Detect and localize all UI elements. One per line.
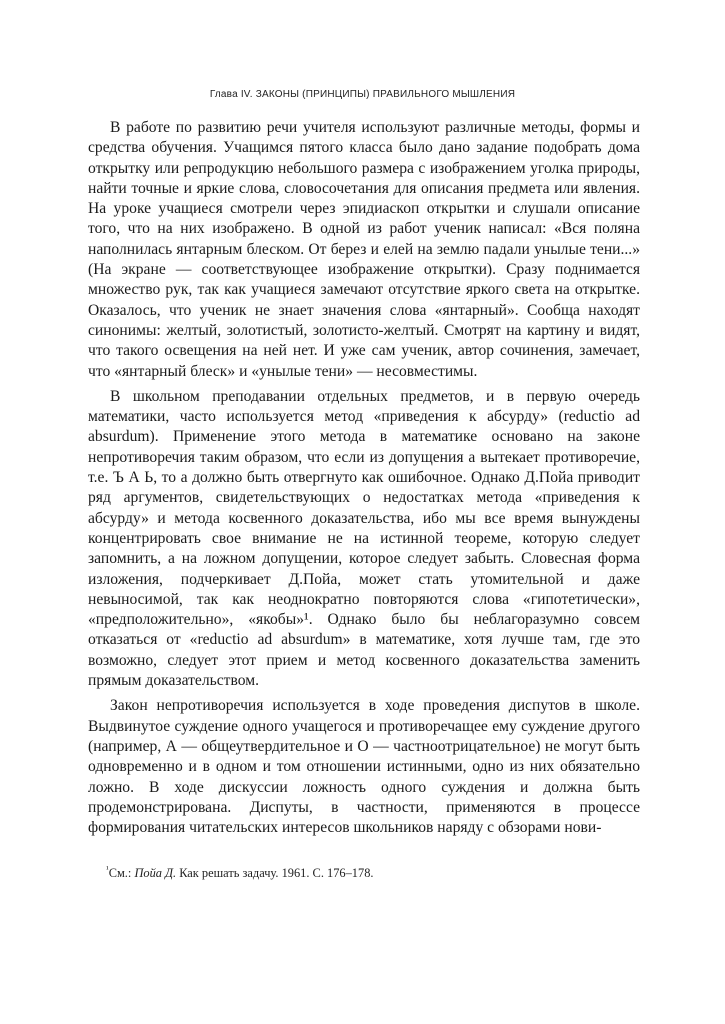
footnote [106, 866, 373, 881]
paragraph-3: Закон непротиворечия используется в ходе проведения диспутов в школе. Выдвинутое суждение одного учащегося и противоречащее ему суждение другого (например, А — общеутвердительное и О — частноотрицательное) не могут быть одновременно и в одном и том отношении истинными, одно из них обязательно ложно. В ходе дискуссии ложность одного суждения и должна быть продемонстрирована. Диспуты, в частности, применяются в процессе формирования читательских интересов школьников наряду с обзорами нови- [88, 697, 640, 837]
main-text [88, 118, 640, 838]
paragraph-1: В работе по развитию речи учителя используют различные методы, формы и средства обучения. Учащимся пятого класса было дано задание подобрать дома открытку или репродукцию небольшого размера с изображением уголка природы, найти точные и яркие слова, словосочетания для описания предмета или явления. На уроке учащиеся смотрели через эпидиаскоп открытки и слушали описание того, что на них изображено. В одной из работ ученик написал: «Вся поляна наполнилась янтарным блеском. От берез и елей на землю падали унылые тени...» (На экране — соответствующее изображение открытки). Сразу поднимается множество рук, так как учащиеся замечают отсутствие яркого света на открытке. Оказалось, что ученик не знает значения слова «янтарный». Сообща находят синонимы: желтый, золотистый, золотисто-желтый. Смотрят на картину и видят, что такого освещения на ней нет. И уже сам ученик, автор сочинения, замечает, что «янтарный блеск» и «унылые тени» — несовместимы. [88, 119, 640, 380]
footnote-mark: ¹ [106, 864, 109, 874]
footnote-prefix: См.: [108, 866, 132, 880]
footnote-text: Как решать задачу. 1961. С. 176–178. [179, 866, 374, 880]
paragraph-2: В школьном преподавании отдельных предметов, и в первую очередь математики, часто используется метод «приведения к абсурду» (reductio ad absurdum). Применение этого метода в математике основано на законе непротиворечия таким образом, что если из допущения а вытекает противоречие, т.е. Ъ А Ь, то а должно быть отвергнуто как ошибочное. Однако Д.Пойа приводит ряд аргументов, свидетельствующих о недостатках метода «приведения к абсурду» и метода косвенного доказательства, ибо мы все время вынуждены концентрировать свое внимание не на истинной теореме, которую следует запомнить, а на ложном допущении, которое следует забыть. Словесная форма изложения, подчеркивает Д.Пойа, может стать утомительной и даже невыносимой, так как неоднократно повторяются слова «гипотетически», «предположительно», «якобы»¹. Однако было бы неблагоразумно совсем отказаться от «reductio ad absurdum» в математике, хотя лучше там, где это возможно, следует этот прием и метод косвенного доказательства заменить прямым доказательством. [88, 387, 640, 690]
running-head: Глава IV. ЗАКОНЫ (ПРИНЦИПЫ) ПРАВИЛЬНОГО МЫШЛЕНИЯ [209, 89, 516, 100]
footnote-author: Пойа Д. [134, 866, 177, 880]
